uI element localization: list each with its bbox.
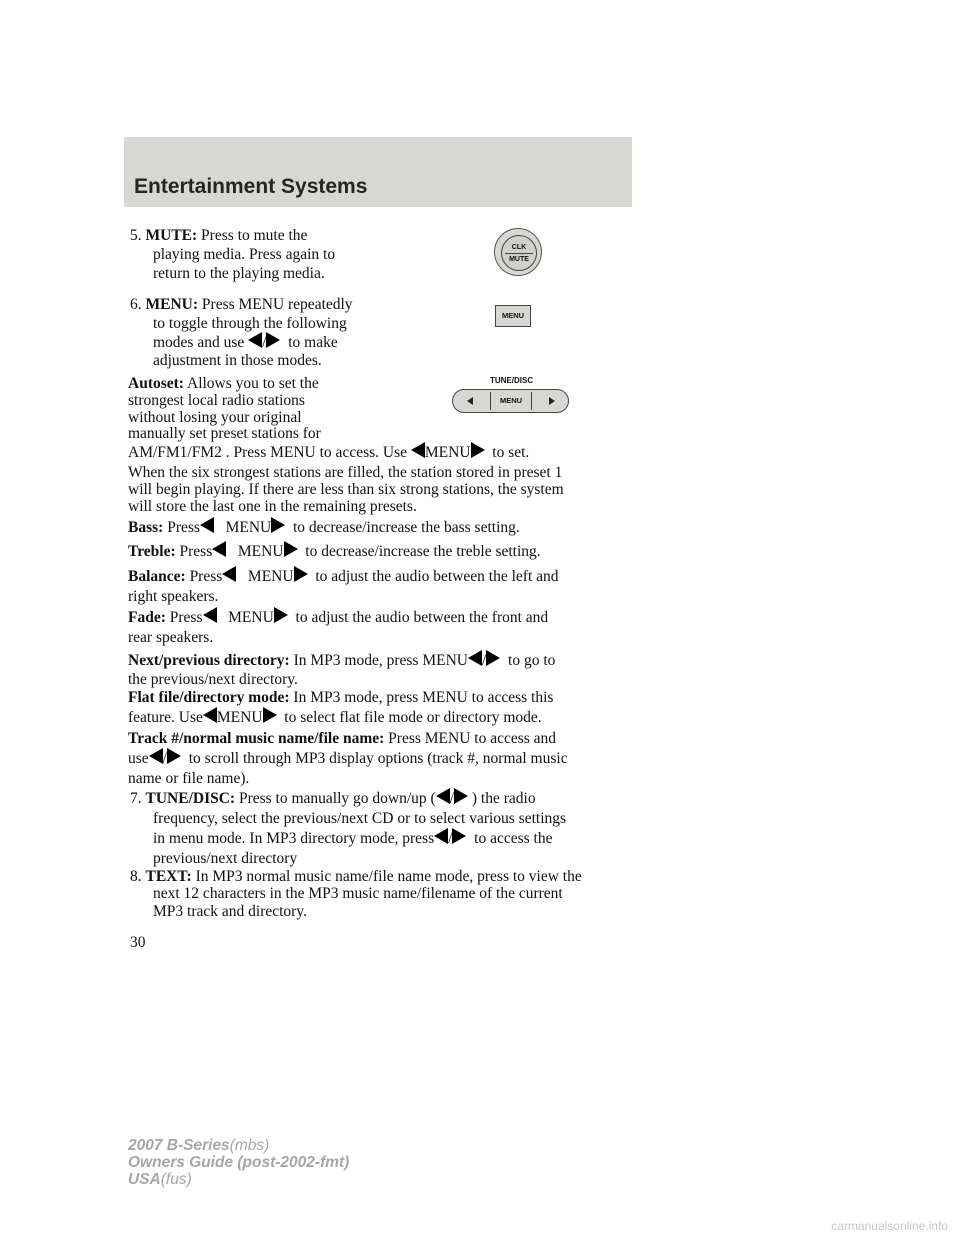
text: Press MENU repeatedly bbox=[201, 296, 353, 313]
autoset-line4: manually set preset stations for bbox=[128, 425, 321, 442]
arrow-right-icon bbox=[284, 541, 298, 557]
model-code: (mbs) bbox=[229, 1137, 270, 1154]
text: In MP3 normal music name/file name mode, press to view the bbox=[195, 868, 582, 885]
fade-label: Fade: bbox=[128, 609, 166, 626]
arrow-right-icon bbox=[471, 442, 485, 458]
seek-left-icon bbox=[467, 397, 473, 405]
item-tune-line3 bbox=[153, 828, 553, 848]
autoset-label: Autoset: bbox=[128, 375, 184, 392]
text: MENU bbox=[237, 543, 284, 560]
clk-label: CLK bbox=[511, 244, 527, 251]
autoset-line3: without losing your original bbox=[128, 409, 302, 426]
text: to make bbox=[288, 334, 338, 351]
page-number: 30 bbox=[130, 934, 146, 951]
arrow-left-icon bbox=[436, 788, 450, 804]
text: In MP3 mode, press MENU to access this bbox=[293, 689, 554, 706]
item-mute-line2: playing media. Press again to bbox=[153, 246, 336, 263]
autoset-line2: strongest local radio stations bbox=[128, 392, 305, 409]
text: MENU bbox=[247, 568, 294, 585]
text: Press bbox=[189, 568, 223, 585]
slash: / bbox=[448, 830, 453, 847]
arrow-right-icon bbox=[167, 748, 181, 764]
text: modes and use bbox=[153, 334, 245, 351]
item-menu-line1 bbox=[130, 295, 353, 314]
menu-button-illustration: MENU bbox=[495, 305, 531, 327]
arrow-right-icon bbox=[452, 828, 466, 844]
tune-disc-button-illustration bbox=[452, 389, 569, 413]
arrow-right-icon bbox=[294, 566, 308, 582]
arrow-right-icon bbox=[263, 707, 277, 723]
arrow-left-icon bbox=[212, 541, 226, 557]
arrow-right-icon bbox=[274, 607, 288, 623]
autoset-line6: When the six strongest stations are filled, the station stored in preset 1 bbox=[128, 464, 563, 481]
text: Press bbox=[179, 543, 213, 560]
item-mute-line3: return to the playing media. bbox=[153, 265, 325, 282]
text: Press to manually go down/up ( bbox=[238, 790, 436, 807]
arrow-left-icon bbox=[468, 650, 482, 666]
item-label: MUTE: bbox=[145, 227, 198, 244]
arrow-left-icon bbox=[222, 566, 236, 582]
flat-line1 bbox=[128, 688, 553, 707]
text: MENU bbox=[225, 519, 272, 536]
item-number: 6. bbox=[130, 296, 142, 313]
slash: / bbox=[481, 652, 487, 669]
clk-mute-button-illustration bbox=[494, 228, 542, 276]
text: to scroll through MP3 display options (track #, normal music bbox=[188, 750, 568, 767]
track-line1 bbox=[128, 729, 556, 748]
seek-right-icon bbox=[549, 397, 555, 405]
arrow-left-icon bbox=[203, 607, 217, 623]
document-footer bbox=[128, 1137, 349, 1188]
text: Press bbox=[167, 519, 200, 536]
text: MENU bbox=[424, 444, 471, 461]
arrow-right-icon bbox=[486, 650, 500, 666]
model-name: 2007 B-Series bbox=[128, 1137, 230, 1154]
item-menu-line2: to toggle through the following bbox=[153, 315, 347, 332]
text: to go to bbox=[508, 652, 556, 669]
arrow-left-icon bbox=[411, 442, 425, 458]
text: MENU bbox=[216, 709, 263, 726]
market: USA bbox=[128, 1171, 161, 1188]
text: to decrease/increase the bass setting. bbox=[292, 519, 520, 536]
fade-line1 bbox=[128, 607, 548, 627]
text: to access the bbox=[474, 830, 553, 847]
arrow-left-icon bbox=[434, 828, 448, 844]
watermark: carmanualsonline.info bbox=[831, 1219, 948, 1233]
track-line2 bbox=[128, 748, 568, 768]
balance-label: Balance: bbox=[128, 568, 186, 585]
nextdir-line2: the previous/next directory. bbox=[128, 671, 298, 688]
item-label: TUNE/DISC: bbox=[145, 790, 236, 807]
text: In MP3 mode, press MENU bbox=[293, 652, 468, 669]
slash: / bbox=[262, 334, 267, 351]
track-label: Track #/normal music name/file name: bbox=[128, 730, 385, 747]
text: in menu mode. In MP3 directory mode, press bbox=[153, 830, 435, 847]
text: Press bbox=[169, 609, 203, 626]
text: to select flat file mode or directory mode. bbox=[284, 709, 542, 726]
flat-label: Flat file/directory mode: bbox=[128, 689, 290, 706]
balance-line1 bbox=[128, 566, 559, 586]
autoset-line5 bbox=[128, 442, 529, 462]
footer-line2: Owners Guide (post-2002-fmt) bbox=[128, 1154, 350, 1171]
item-number: 5. bbox=[130, 227, 142, 244]
item-number: 8. bbox=[130, 868, 142, 885]
tune-disc-label: TUNE/DISC bbox=[490, 376, 534, 385]
treble-line bbox=[128, 541, 541, 561]
autoset-line8: will store the last one in the remaining presets. bbox=[128, 498, 417, 515]
nextdir-line1 bbox=[128, 650, 555, 670]
fade-line2: rear speakers. bbox=[128, 629, 214, 646]
item-text-line3: MP3 track and directory. bbox=[153, 903, 307, 920]
item-menu-line3 bbox=[153, 332, 338, 352]
footer-line3 bbox=[128, 1171, 349, 1188]
item-tune-line2: frequency, select the previous/next CD or to select various settings bbox=[153, 810, 567, 827]
text: to decrease/increase the treble setting. bbox=[305, 543, 541, 560]
arrow-right-icon bbox=[454, 788, 468, 804]
treble-label: Treble: bbox=[128, 543, 176, 560]
text: to adjust the audio between the left and bbox=[315, 568, 559, 585]
text: feature. Use bbox=[128, 709, 203, 726]
text: MENU bbox=[228, 609, 274, 626]
text: to set. bbox=[492, 444, 530, 461]
arrow-left-icon bbox=[200, 517, 214, 533]
item-number: 7. bbox=[130, 790, 142, 807]
text: Allows you to set the bbox=[187, 375, 319, 392]
item-text-line2: next 12 characters in the MP3 music name/filename of the current bbox=[153, 885, 563, 902]
arrow-left-icon bbox=[149, 748, 163, 764]
slash: / bbox=[162, 750, 167, 767]
item-label: MENU: bbox=[145, 296, 199, 313]
text: Press to mute the bbox=[201, 227, 308, 244]
text: ) the radio bbox=[471, 790, 536, 807]
slash: / bbox=[449, 790, 455, 807]
item-label: TEXT: bbox=[145, 868, 192, 885]
arrow-left-icon bbox=[203, 707, 217, 723]
nextdir-label: Next/previous directory: bbox=[128, 652, 290, 669]
section-header bbox=[124, 137, 632, 207]
tune-menu-label: MENU bbox=[490, 392, 532, 410]
page-title: Entertainment Systems bbox=[134, 175, 368, 198]
autoset-line7: will begin playing. If there are less than six strong stations, the system bbox=[128, 481, 564, 498]
market-code: (fus) bbox=[160, 1171, 192, 1188]
text: AM/FM1/FM2 . Press MENU to access. Use bbox=[128, 444, 407, 461]
track-line3: name or file name). bbox=[128, 770, 250, 787]
item-tune-line4: previous/next directory bbox=[153, 850, 298, 867]
bass-label: Bass: bbox=[128, 519, 164, 536]
knob-divider bbox=[505, 253, 533, 254]
text: Press MENU to access and bbox=[388, 730, 557, 747]
item-tune-line1 bbox=[130, 788, 536, 808]
arrow-left-icon bbox=[248, 332, 262, 348]
balance-line2: right speakers. bbox=[128, 588, 219, 605]
clk-mute-knob bbox=[501, 235, 537, 271]
text: use bbox=[128, 750, 149, 767]
flat-line2 bbox=[128, 707, 542, 727]
arrow-right-icon bbox=[266, 332, 280, 348]
arrow-right-icon bbox=[271, 517, 285, 533]
footer-line1 bbox=[128, 1137, 349, 1154]
text: to adjust the audio between the front and bbox=[295, 609, 549, 626]
bass-line bbox=[128, 517, 520, 537]
item-mute-line1 bbox=[130, 226, 307, 245]
item-menu-line4: adjustment in those modes. bbox=[153, 352, 322, 369]
mute-label: MUTE bbox=[509, 256, 529, 263]
